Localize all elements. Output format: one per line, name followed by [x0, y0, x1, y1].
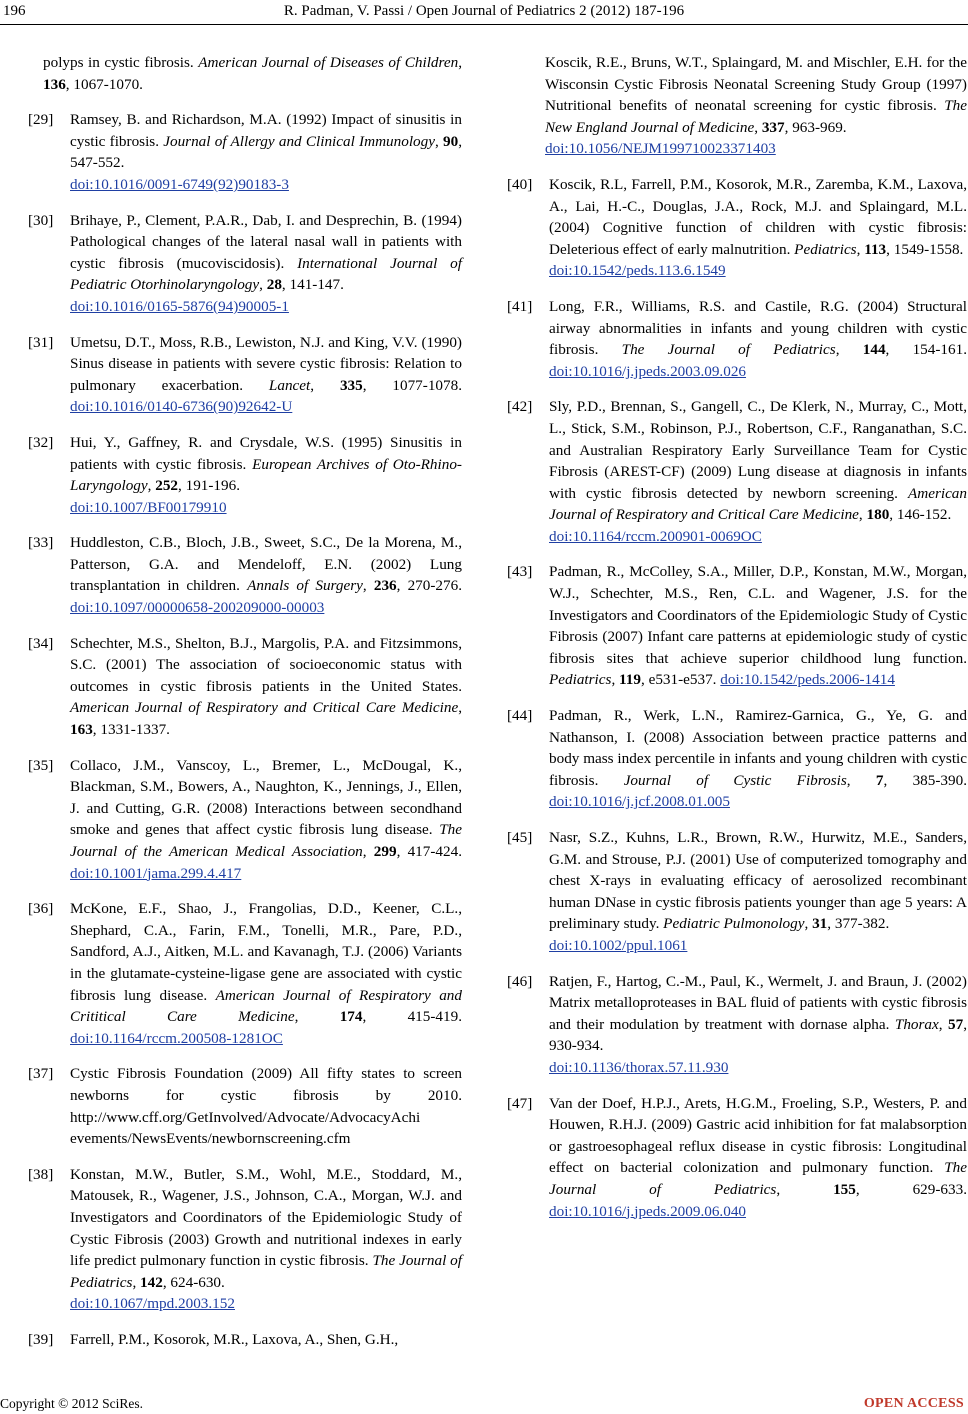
ref-journal: Journal of Cystic Fibrosis — [623, 771, 847, 789]
reference-number: [43] — [507, 563, 533, 581]
doi-link[interactable]: doi:10.1164/rccm.200901-0069OC — [549, 527, 762, 545]
ref-text: Konstan, M.W., Butler, S.M., Wohl, M.E., Stoddard, M., Matousek, R., Wagener, J.S., Johnson, C.A., Morgan, W.J. and Investigators and Coordinators of the Epidemiologic Study of Cystic Fibrosis (2003) Growth and nutritional indexes in early life predict pulmonary function in cystic fibrosis. — [70, 1165, 462, 1270]
right-column — [507, 52, 967, 1236]
reference-number: [39] — [28, 1330, 54, 1348]
left-column — [28, 52, 462, 1364]
reference-item — [507, 396, 967, 547]
running-title: R. Padman, V. Passi / Open Journal of Pediatrics 2 (2012) 187-196 — [283, 3, 685, 19]
reference-item — [28, 532, 462, 618]
ref-volume: 31 — [812, 915, 828, 933]
ref-sep: , — [846, 771, 876, 789]
reference-number: [30] — [28, 211, 54, 229]
reference-number: [44] — [507, 707, 533, 725]
ref-text: Nasr, S.Z., Kuhns, L.R., Brown, R.W., Hurwitz, M.E., Sanders, G.M. and Strouse, P.J. (2001) Use of computerized tomography and chest X-rays in evaluating efficacy of aerosolized recombinant human DNase in cystic fibrosis patients younger than age 5 years: A preliminary study. — [549, 829, 967, 933]
ref-journal: Lancet — [268, 376, 311, 394]
ref-text: Farrell, P.M., Kosorok, M.R., Laxova, A., Shen, G.H., — [70, 1330, 399, 1348]
ref-journal: American Journal of Respiratory and Critical Care Medicine — [70, 699, 459, 717]
ref-volume: 7 — [875, 771, 884, 789]
ref-pages: , 385-390. — [883, 771, 968, 789]
ref-pages: , 1077-1078. — [362, 376, 462, 394]
ref-volume: 28 — [266, 276, 282, 294]
doi-link[interactable]: doi:10.1542/peds.113.6.1549 — [549, 262, 726, 280]
reference-item — [28, 755, 462, 885]
ref-volume: 90 — [443, 132, 459, 150]
ref-text: Schechter, M.S., Shelton, B.J., Margolis, P.A. and Fitzsimmons, S.C. (2001) The association of socioeconomic status with outcomes in cystic fibrosis patients in the United States. — [70, 634, 462, 695]
ref-text: Cystic Fibrosis Foundation (2009) All fifty states to screen newborns for cystic fibrosis by 2010. http://www.cff.org/GetInvolved/Advocate/AdvocacyAchi evements/NewsEvents/newbornscreening.cfm — [70, 1065, 462, 1148]
page-number: 196 — [3, 3, 26, 19]
ref-volume: 299 — [373, 843, 397, 860]
ref-volume: 174 — [339, 1008, 363, 1026]
page-footer — [0, 1396, 968, 1414]
ref-journal: The Journal of Pediatrics — [621, 341, 836, 359]
doi-link[interactable]: doi:10.1016/0091-6749(92)90183-3 — [70, 175, 289, 193]
ref-sep: , — [858, 506, 867, 524]
reference-item — [28, 1164, 462, 1315]
reference-number: [32] — [28, 433, 54, 451]
ref-text: polyps in cystic fibrosis. — [43, 54, 199, 71]
reference-number: [42] — [507, 398, 533, 416]
ref-pages: , 417-424. — [396, 843, 462, 860]
ref-pages: , 1331-1337. — [92, 721, 170, 739]
ref-volume: 57 — [948, 1015, 964, 1033]
reference-item — [28, 633, 462, 741]
reference-continuation — [28, 52, 462, 95]
ref-pages: , 141-147. — [281, 276, 344, 294]
reference-number: [37] — [28, 1065, 54, 1083]
reference-number: [31] — [28, 333, 54, 351]
reference-list-left — [28, 109, 462, 1350]
reference-list-right — [507, 174, 967, 1222]
ref-volume: 155 — [833, 1180, 856, 1198]
ref-volume: 144 — [862, 341, 886, 359]
ref-volume: 142 — [140, 1273, 163, 1291]
ref-sep: , — [804, 915, 813, 933]
doi-link[interactable]: doi:10.1164/rccm.200508-1281OC — [70, 1029, 283, 1047]
ref-journal: Pediatrics — [794, 240, 857, 258]
doi-link[interactable]: doi:10.1007/BF00179910 — [70, 498, 227, 516]
ref-journal: American Journal of Respiratory and Crititical Care Medicine — [70, 986, 462, 1026]
ref-text: McKone, E.F., Shao, J., Frangolias, D.D., Keener, C.L., Shephard, C.A., Farin, F.M., Tonelli, M.R., Pare, P.D., Sandford, A.J., Aitken, M.L. and Kavanagh, T.J. (2006) Variants in the glutamate-cysteine-ligase gene are associated with cystic fibrosis lung disease. — [70, 900, 462, 1004]
ref-volume: 236 — [373, 577, 397, 595]
ref-journal: Pediatrics — [549, 671, 612, 689]
ref-journal: The Journal of the American Medical Association — [70, 821, 462, 860]
ref-journal: The Journal of Pediatrics — [70, 1252, 462, 1291]
reference-continuation — [507, 52, 967, 160]
ref-pages: , 624-630. — [162, 1273, 225, 1291]
ref-pages: , 154-161. — [885, 341, 968, 359]
ref-sep: , — [294, 1008, 340, 1026]
ref-pages: , 1549-1558. — [886, 240, 964, 258]
ref-text: Ratjen, F., Hartog, C.-M., Paul, K., Wermelt, J. and Braun, J. (2002) Matrix metalloproteases in BAL fluid of patients with cystic fibrosis and their modulation by treatment with dornase alpha. — [549, 972, 967, 1033]
ref-text: Padman, R., Werk, L.N., Ramirez-Garnica, G., Ye, G. and Nathanson, I. (2008) Association between practice patterns and body mass index percentile in infants and young children with cystic fibrosis. — [549, 707, 967, 789]
ref-volume: 337 — [761, 118, 785, 136]
reference-item — [507, 561, 967, 691]
ref-text: Long, F.R., Williams, R.S. and Castile, R.G. (2004) Structural airway abnormalities in infants and young children with cystic fibrosis. — [549, 297, 967, 359]
ref-journal: Thorax — [894, 1015, 939, 1033]
reference-item — [28, 432, 462, 518]
ref-pages: , 963-969. — [784, 118, 847, 136]
ref-journal: American Journal of Diseases of Children — [198, 54, 459, 71]
reference-item — [507, 827, 967, 957]
ref-pages: , 1067-1070. — [65, 75, 143, 93]
ref-sep: , — [458, 54, 462, 71]
ref-volume: 136 — [43, 75, 66, 93]
ref-volume: 335 — [339, 376, 363, 394]
reference-number: [40] — [507, 175, 533, 193]
ref-pages: , 270-276. — [396, 577, 463, 595]
ref-sep: , — [310, 376, 340, 394]
doi-link[interactable]: doi:10.1016/j.jpeds.2003.09.026 — [549, 362, 747, 380]
reference-item — [507, 705, 967, 813]
ref-journal: European Archives of Oto-Rhino-Laryngology — [70, 455, 462, 495]
ref-text: Hui, Y., Gaffney, R. and Crysdale, W.S. (1995) Sinusitis in patients with cystic fibrosis. — [70, 433, 462, 473]
ref-sep: , — [938, 1015, 949, 1033]
ref-sep: , — [835, 341, 863, 359]
doi-link[interactable]: doi:10.1016/0165-5876(94)90005-1 — [70, 297, 289, 315]
reference-number: [35] — [28, 756, 54, 774]
ref-journal: American Journal of Respiratory and Critical Care Medicine — [549, 484, 967, 524]
ref-journal: Annals of Surgery — [247, 577, 363, 595]
ref-journal: Pediatric Pulmonology — [663, 915, 805, 933]
ref-sep: , — [434, 132, 443, 150]
ref-pages: , 146-152. — [889, 506, 952, 524]
ref-pages: , 377-382. — [827, 915, 890, 933]
ref-sep: , — [259, 276, 267, 294]
ref-text: Koscik, R.E., Bruns, W.T., Splaingard, M. and Mischler, E.H. for the Wisconsin Cystic Fibrosis Neonatal Screening Study Group (1997) Nutritional benefits of neonatal screening for cystic fibrosis. — [545, 54, 967, 115]
open-access-label: OPEN ACCESS — [863, 1396, 964, 1411]
ref-journal: The Journal of Pediatrics — [549, 1159, 967, 1198]
header-rule — [0, 24, 968, 25]
ref-sep: , — [147, 477, 156, 495]
ref-volume: 163 — [70, 721, 93, 739]
doi-link[interactable]: doi:10.1001/jama.299.4.417 — [70, 864, 242, 882]
doi-link[interactable]: doi:10.1016/j.jpeds.2009.06.040 — [549, 1202, 747, 1220]
ref-pages: , 415-419. — [362, 1008, 462, 1026]
ref-journal: Journal of Allergy and Clinical Immunology — [163, 132, 435, 150]
doi-link[interactable]: doi:10.1542/peds.2006-1414 — [720, 671, 895, 689]
reference-item — [507, 1093, 967, 1223]
ref-journal: The New England Journal of Medicine — [545, 97, 967, 136]
reference-number: [41] — [507, 297, 533, 315]
reference-item — [28, 898, 462, 1049]
ref-sep: , — [458, 699, 462, 717]
reference-item — [507, 971, 967, 1079]
ref-sep: , — [362, 577, 374, 595]
reference-item — [507, 296, 967, 382]
ref-text: Padman, R., McColley, S.A., Miller, D.P., Konstan, M.W., Morgan, W.J., Schechter, M.S., Ren, C.L. and Wagener, J.S. for the Investigators and Coordinators of the Epidemiologic Study of Cystic Fibrosis (2007) Infant care patterns at epidemiologic study of cystic fibrosis sites that achieve superior childhood lung function. — [549, 563, 967, 667]
reference-number: [46] — [507, 972, 533, 990]
ref-text: Umetsu, D.T., Moss, R.B., Lewiston, N.J. and King, V.V. (1990) Sinus disease in patients with severe cystic fibrosis: Relation to pulmonary exacerbation. — [70, 333, 462, 394]
copyright-notice: Copyright © 2012 SciRes. — [0, 1396, 144, 1411]
reference-item — [507, 174, 967, 282]
ref-pages: , 629-633. — [855, 1180, 967, 1198]
doi-link[interactable]: doi:10.1136/thorax.57.11.930 — [549, 1058, 729, 1076]
reference-item — [28, 210, 462, 318]
reference-number: [36] — [28, 900, 54, 918]
reference-number: [34] — [28, 634, 54, 652]
doi-link[interactable]: doi:10.1097/00000658-200209000-00003 — [70, 599, 325, 617]
ref-pages: , e531-e537. — [640, 671, 721, 689]
ref-sep: , — [856, 240, 865, 258]
ref-sep: , — [362, 843, 374, 860]
reference-item — [28, 1063, 462, 1149]
page-header — [0, 0, 968, 24]
reference-number: [29] — [28, 111, 54, 129]
ref-sep: , — [611, 671, 620, 689]
ref-volume: 252 — [155, 477, 178, 495]
reference-number: [45] — [507, 829, 533, 846]
doi-link[interactable]: doi:10.1056/NEJM199710023371403 — [545, 140, 776, 158]
ref-volume: 180 — [866, 506, 890, 524]
reference-number: [33] — [28, 534, 54, 552]
ref-sep: , — [776, 1180, 834, 1198]
reference-item — [28, 332, 462, 418]
ref-text: Sly, P.D., Brennan, S., Gangell, C., De Klerk, N., Murray, C., Mott, L., Stick, S.M., Robinson, P.J., Robertson, C.F., Ranganathan, S.C. and Australian Respiratory Early Surveillance Team for Cystic Fibrosis (AREST-CF) (2009) Lung disease at diagnosis in infants with cystic fibrosis detected by newborn screening. — [549, 398, 967, 502]
reference-item — [28, 109, 462, 195]
doi-link[interactable]: doi:10.1016/0140-6736(90)92642-U — [70, 398, 293, 416]
ref-pages: , 930-934. — [549, 1015, 967, 1055]
ref-text: Van der Doef, H.P.J., Arets, H.G.M., Froeling, S.P., Westers, P. and Houwen, R.H.J. (2009) Gastric acid inhibition for fat malabsorption or gastroesophageal reflux disease in cystic fibrosis: Longitudinal effect on bacterial colonization and pulmonary function. — [549, 1094, 967, 1177]
ref-volume: 113 — [864, 240, 887, 258]
ref-volume: 119 — [619, 671, 641, 689]
ref-pages: , 191-196. — [178, 477, 241, 495]
reference-number: [47] — [507, 1094, 533, 1112]
ref-pages: , 547-552. — [70, 132, 462, 172]
doi-link[interactable]: doi:10.1002/ppul.1061 — [549, 936, 688, 954]
ref-text: Koscik, R.L, Farrell, P.M., Kosorok, M.R., Zaremba, K.M., Laxova, A., Lai, H.-C., Douglas, J.A., Rock, M.J. and Splaingard, M.L. (2004) Cognitive function of children with cystic fibrosis: Deleterious effect of early malnutrition. — [549, 175, 967, 258]
ref-text: Brihaye, P., Clement, P.A.R., Dab, I. and Desprechin, B. (1994) Pathological changes of the lateral nasal wall in patients with cystic fibrosis (mucoviscidosis). — [70, 211, 462, 272]
doi-link[interactable]: doi:10.1016/j.jcf.2008.01.005 — [549, 793, 730, 811]
ref-text: Ramsey, B. and Richardson, M.A. (1992) Impact of sinusitis in cystic fibrosis. — [70, 111, 462, 150]
doi-link[interactable]: doi:10.1067/mpd.2003.152 — [70, 1295, 235, 1313]
reference-number: [38] — [28, 1165, 54, 1183]
reference-item — [28, 1329, 462, 1351]
ref-text: Collaco, J.M., Vanscoy, L., Bremer, L., McDougal, K., Blackman, S.M., Bowers, A., Naughton, K., Jennings, J., Ellen, J. and Cutting, G.R. (2008) Interactions between secondhand smoke and genes that affect cystic fibrosis lung disease. — [70, 756, 462, 839]
ref-sep: , — [132, 1273, 141, 1291]
ref-sep: , — [754, 118, 762, 136]
ref-text: Huddleston, C.B., Bloch, J.B., Sweet, S.C., De la Morena, M., Patterson, G.A. and Mendeloff, E.N. (2002) Lung transplantation in children. — [70, 534, 462, 595]
ref-journal: International Journal of Pediatric Otorhinolaryngology — [70, 254, 462, 294]
